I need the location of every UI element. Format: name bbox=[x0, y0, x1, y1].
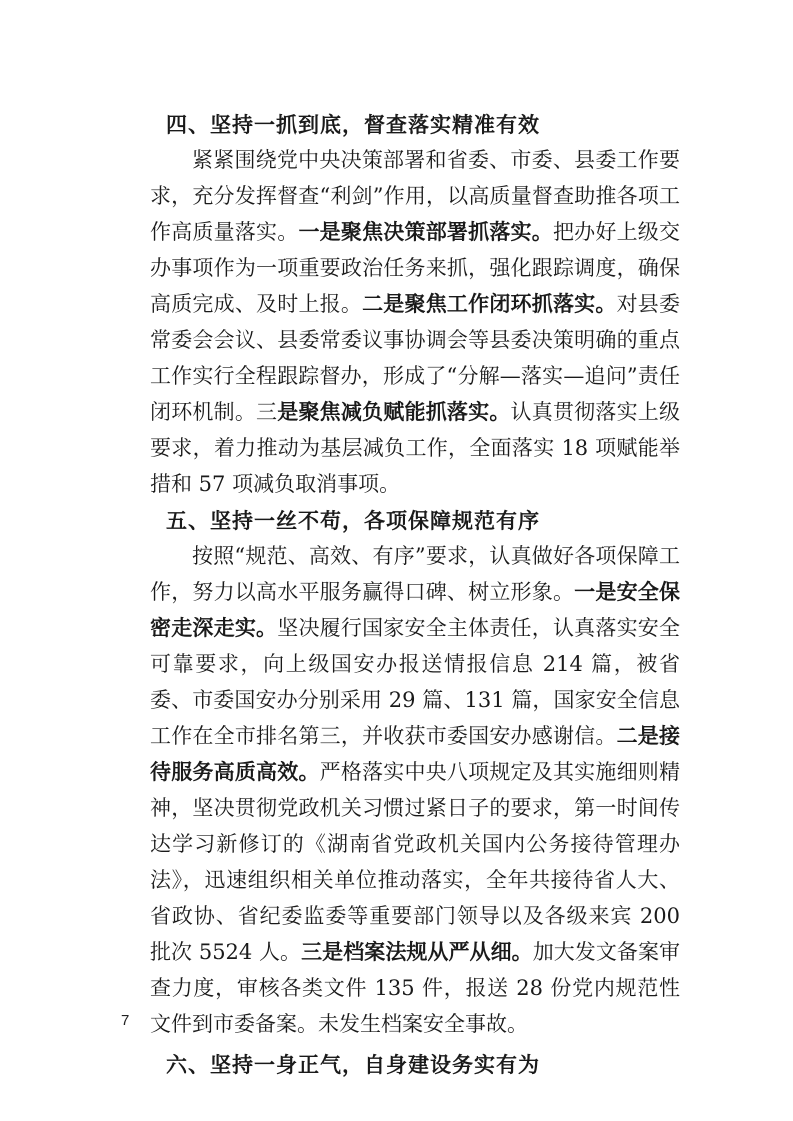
section4-text-3: 对县委常委会会议、县委常委议事协调会等县委决策明确的重点工作实行全程跟踪督办，形成了“分解—落实—追问”责任闭环机制。三 bbox=[150, 292, 681, 424]
page-number: 7 bbox=[121, 1012, 130, 1029]
section5-text-1: 按照“规范、高效、有序”要求，认真做好各项保障工作，努力以高水平服务赢得口碑、树立形象。 bbox=[150, 544, 680, 604]
section4-heading: 四、坚持一抓到底，督查落实精准有效 bbox=[166, 113, 540, 137]
section5-paragraph bbox=[150, 538, 680, 1042]
section5-point-1: 一是安全保密走深走实。 bbox=[150, 579, 681, 640]
section5-text-4: 加大发文备案审查力度，审核各类文件 135 件，报送 28 份党内规范性文件到市委备案。未发生档案安全事故。 bbox=[150, 940, 681, 1036]
section5-heading: 五、坚持一丝不苟，各项保障规范有序 bbox=[166, 509, 540, 533]
section5-text-3: 严格落实中央八项规定及其实施细则精神，坚决贯彻党政机关习惯过紧日子的要求，第一时间传达学习新修订的《湖南省党政机关国内公务接待管理办法》，迅速组织相关单位推动落实，全年共接待省人大、省政协、省纪委监委等重要部门领导以及各级来宾 200 批次 5524 人。 bbox=[150, 760, 681, 964]
section4-point-2: 二是聚焦工作闭环抓落实。 bbox=[362, 291, 617, 316]
section4-point-3: 是聚焦减负赋能抓落实。 bbox=[277, 399, 511, 424]
section6-heading: 六、坚持一身正气，自身建设务实有为 bbox=[166, 1053, 540, 1077]
section4-paragraph bbox=[150, 142, 680, 502]
body-text bbox=[150, 108, 680, 1082]
section4-text-4: 认真贯彻落实上级要求，着力推动为基层减负工作，全面落实 18 项赋能举措和 57 项减负取消事项。 bbox=[150, 400, 681, 496]
section5-text-2: 坚决履行国家安全主体责任，认真落实安全可靠要求，向上级国安办报送情报信息 214 篇，被省委、市委国安办分别采用 29 篇、131 篇，国家安全信息工作在全市排名第三，并收获市委国安办感谢信。 bbox=[150, 616, 680, 748]
section5-point-2: 二是接待服务高质高效。 bbox=[150, 723, 681, 784]
section4-text-2: 把办好上级交办事项作为一项重要政治任务来抓，强化跟踪调度，确保高质完成、及时上报。 bbox=[150, 220, 681, 316]
section4-point-1: 一是聚焦决策部署抓落实。 bbox=[298, 219, 553, 244]
section5-point-3: 三是档案法规从严从细。 bbox=[301, 939, 533, 964]
section4-text-1: 紧紧围绕党中央决策部署和省委、市委、县委工作要求，充分发挥督查“利剑”作用，以高质量督查助推各项工作高质量落实。 bbox=[150, 148, 680, 244]
